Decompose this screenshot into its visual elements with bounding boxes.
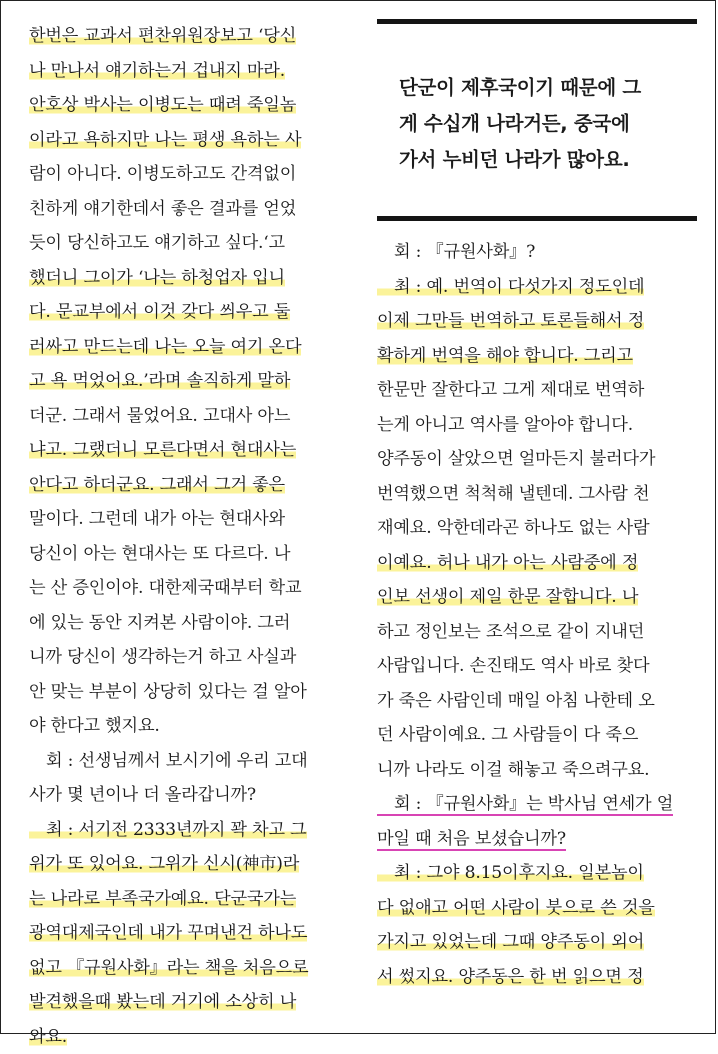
text-line	[29, 88, 359, 123]
text-line	[377, 546, 701, 581]
text-line	[377, 442, 701, 477]
text-line	[377, 235, 701, 270]
text-line	[377, 960, 701, 995]
bottom-rule	[377, 216, 697, 221]
text-line-content: 이예요. 허나 내가 아는 사람중에 정	[377, 553, 638, 573]
text-line-content: 다. 문교부에서 이것 갖다 씌우고 둘	[29, 302, 290, 322]
text-line	[29, 951, 359, 986]
text-line	[29, 916, 359, 951]
text-line	[29, 571, 359, 606]
text-line-content: 마일 때 처음 보셨습니까?	[377, 829, 566, 851]
text-line	[29, 882, 359, 917]
text-line-content: 번역했으면 척척해 낼텐데. 그사람 천	[377, 484, 649, 504]
text-line	[29, 330, 359, 365]
text-line-content: 는게 아니고 역사를 알아야 합니다.	[377, 415, 633, 435]
text-line	[29, 537, 359, 572]
text-line-content: 한문만 잘한다고 그게 제대로 번역하	[377, 380, 644, 400]
text-line-content: 나 만나서 얘기하는거 겁내지 마라.	[29, 61, 285, 81]
text-line-content: 양주동이 살았으면 얼마든지 불러다가	[377, 449, 655, 469]
text-line-content: 가지고 있었는데 그때 양주동이 외어	[377, 932, 644, 952]
text-line-content: 이라고 욕하지만 나는 평생 욕하는 사	[29, 130, 301, 150]
text-line-content: 야 한다고 했지요.	[29, 716, 160, 736]
text-line-content: 람이 아니다. 이병도하고도 간격없이	[29, 164, 296, 184]
text-line	[29, 502, 359, 537]
text-line	[29, 985, 359, 1020]
text-line	[377, 304, 701, 339]
text-line	[29, 433, 359, 468]
text-line	[29, 399, 359, 434]
right-column	[377, 19, 701, 994]
text-line	[29, 157, 359, 192]
text-line-content: 회 : 선생님께서 보시기에 우리 고대	[29, 751, 308, 771]
text-line	[29, 468, 359, 503]
text-line	[377, 787, 701, 822]
text-line	[29, 364, 359, 399]
text-line	[377, 373, 701, 408]
text-line	[377, 580, 701, 615]
text-line-content: 니까 당신이 생각하는거 하고 사실과	[29, 647, 296, 667]
text-line-content: 했더니 그이가 ‘나는 하청업자 입니	[29, 268, 285, 288]
text-line-content: 확하게 번역을 해야 합니다. 그리고	[377, 346, 633, 366]
text-line-content: 서 썼지요. 양주동은 한 번 읽으면 정	[377, 967, 644, 987]
text-line	[377, 615, 701, 650]
text-line-content: 듯이 당신하고도 얘기하고 싶다.‘고	[29, 233, 285, 253]
text-line-content: 냐고. 그랬더니 모른다면서 현대사는	[29, 440, 296, 460]
text-line	[29, 123, 359, 158]
text-line	[29, 226, 359, 261]
text-line	[29, 847, 359, 882]
text-line	[377, 649, 701, 684]
text-line-content: 최 : 서기전 2333년까지 꽉 차고 그	[29, 820, 307, 840]
text-line-content: 광역대제국인데 내가 꾸며낸건 하나도	[29, 923, 307, 943]
text-line-content: 안다고 하더군요. 그래서 그거 좋은	[29, 475, 285, 495]
text-line-content: 안호상 박사는 이병도는 때려 죽일놈	[29, 95, 296, 115]
text-line-content: 가 죽은 사람인데 매일 아침 나한테 오	[377, 691, 655, 711]
text-line	[29, 606, 359, 641]
text-line-content: 없고 『규원사화』라는 책을 처음으로	[29, 958, 308, 978]
pull-quote-line: 가서 누비던 나라가 많아요.	[399, 142, 677, 178]
text-line	[29, 675, 359, 710]
text-line-content: 말이다. 그런데 내가 아는 현대사와	[29, 509, 285, 529]
text-line-content: 러싸고 만드는데 나는 오늘 여기 온다	[29, 337, 301, 357]
text-line-content: 위가 또 있어요. 그위가 신시(神市)라	[29, 854, 299, 874]
text-line	[29, 640, 359, 675]
text-line-content: 최 : 그야 8.15이후지요. 일본놈이	[377, 863, 644, 883]
text-line-content: 재예요. 악한데라곤 하나도 없는 사람	[377, 518, 649, 538]
text-line	[377, 408, 701, 443]
text-line	[377, 822, 701, 857]
text-line-content: 인보 선생이 제일 한문 잘합니다. 나	[377, 587, 638, 607]
text-line	[377, 925, 701, 960]
text-line	[29, 261, 359, 296]
text-line-content: 다 없애고 어떤 사람이 붓으로 쓴 것을	[377, 898, 655, 918]
text-line	[377, 511, 701, 546]
text-line-content: 에 있는 동안 지켜본 사람이야. 그러	[29, 613, 290, 633]
text-line	[29, 192, 359, 227]
text-line	[29, 19, 359, 54]
text-line-content: 이제 그만들 번역하고 토론들해서 정	[377, 311, 644, 331]
text-line-content: 한번은 교과서 편찬위원장보고 ‘당신	[29, 26, 296, 46]
text-line-content: 던 사람이예요. 그 사람들이 다 죽으	[377, 725, 638, 745]
text-line	[377, 684, 701, 719]
text-line	[29, 709, 359, 744]
text-line-content: 하고 정인보는 조석으로 같이 지내던	[377, 622, 644, 642]
text-line	[29, 778, 359, 813]
text-line-content: 는 산 증인이야. 대한제국때부터 학교	[29, 578, 301, 598]
text-line	[29, 295, 359, 330]
text-line	[29, 813, 359, 848]
text-line	[377, 339, 701, 374]
text-line-content: 친하게 얘기한데서 좋은 결과를 얻었	[29, 199, 296, 219]
text-line-content: 고 욕 먹었어요.’라며 솔직하게 말하	[29, 371, 290, 391]
text-line-content: 회 : 『규원사화』는 박사님 연세가 얼	[377, 794, 673, 816]
text-line-content: 발견했을때 봤는데 거기에 소상히 나	[29, 992, 296, 1012]
right-column-text	[377, 235, 701, 994]
text-line-content: 사람입니다. 손진태도 역사 바로 찾다	[377, 656, 649, 676]
pull-quote-line: 단군이 제후국이기 때문에 그	[399, 70, 677, 106]
text-line	[377, 477, 701, 512]
text-line-content: 사가 몇 년이나 더 올라갑니까?	[29, 785, 256, 805]
text-line-content: 더군. 그래서 물었어요. 고대사 아느	[29, 406, 290, 426]
text-line-content: 와요.	[29, 1027, 67, 1047]
pull-quote-line: 게 수십개 나라거든, 중국에	[399, 106, 677, 142]
text-line-content: 최 : 예. 번역이 다섯가지 정도인데	[377, 277, 644, 297]
text-line-content: 회 : 『규원사화』?	[377, 242, 535, 262]
pull-quote	[377, 24, 677, 216]
text-line	[29, 1020, 359, 1054]
left-column	[29, 19, 359, 1054]
text-line	[377, 718, 701, 753]
text-line	[377, 891, 701, 926]
text-line	[377, 270, 701, 305]
text-line-content: 는 나라로 부족국가예요. 단군국가는	[29, 889, 296, 909]
text-line-content: 당신이 아는 현대사는 또 다르다. 나	[29, 544, 290, 564]
text-line	[29, 744, 359, 779]
text-line	[29, 54, 359, 89]
text-line	[377, 753, 701, 788]
text-line	[377, 856, 701, 891]
text-line-content: 니까 나라도 이걸 해놓고 죽으려구요.	[377, 760, 649, 780]
text-line-content: 안 맞는 부분이 상당히 있다는 걸 알아	[29, 682, 307, 702]
